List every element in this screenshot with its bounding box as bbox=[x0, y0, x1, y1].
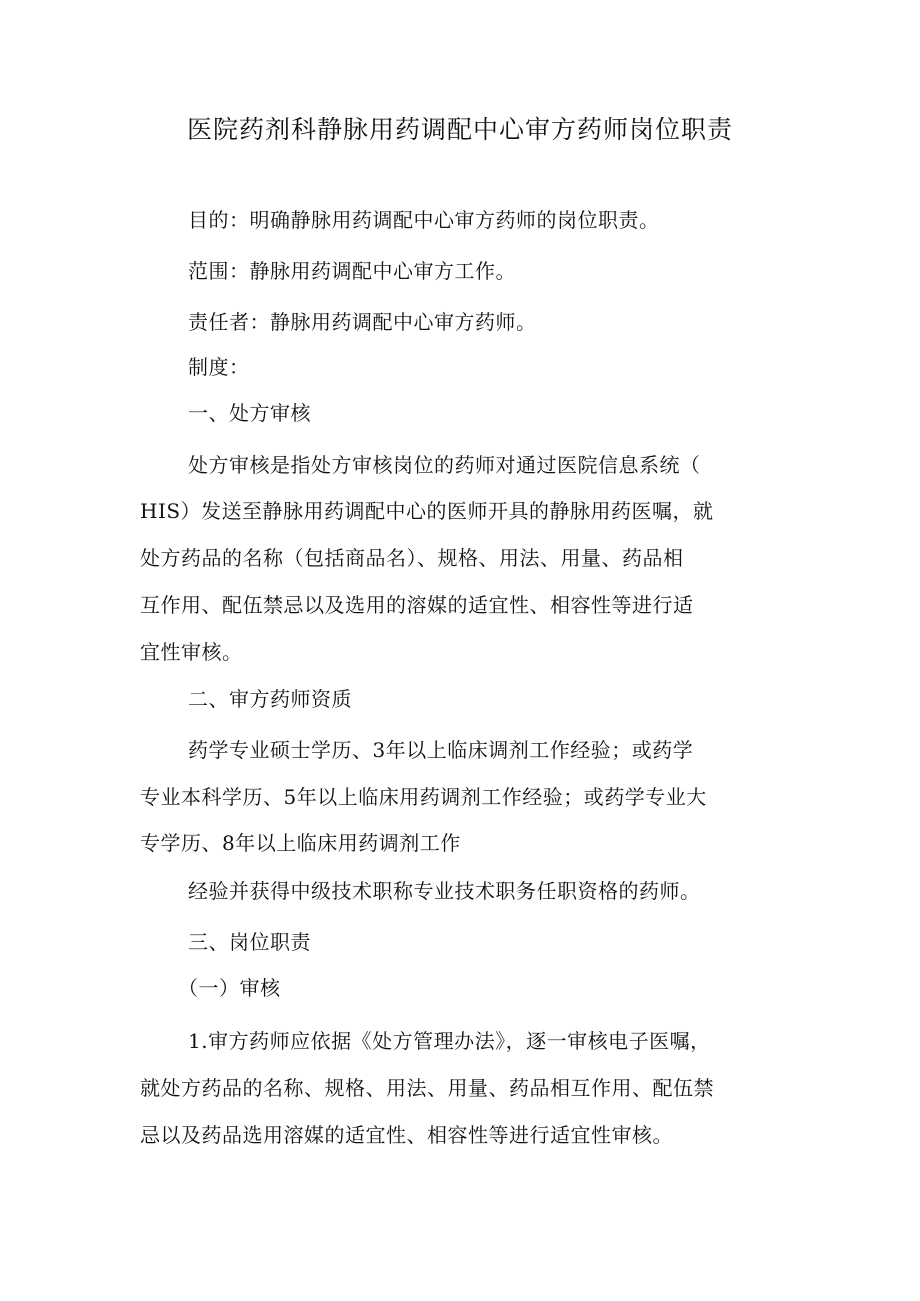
section1-line: 处方药品的名称（包括商品名）、规格、用法、用量、药品相 bbox=[140, 546, 684, 570]
section3-heading: 三、岗位职责 bbox=[188, 930, 311, 954]
responsible-line: 责任者：静脉用药调配中心审方药师。 bbox=[188, 310, 537, 334]
section2-line: 专学历、8年以上临床用药调剂工作 bbox=[140, 831, 461, 855]
section2-line: 经验并获得中级技术职称专业技术职务任职资格的药师。 bbox=[188, 879, 701, 903]
section2-line: 药学专业硕士学历、3年以上临床调剂工作经验；或药学 bbox=[188, 738, 694, 762]
section2-heading: 二、审方药师资质 bbox=[188, 687, 352, 711]
section1-line: 互作用、配伍禁忌以及选用的溶媒的适宜性、相容性等进行适 bbox=[140, 593, 694, 617]
section1-line: 处方审核是指处方审核岗位的药师对通过医院信息系统（ bbox=[188, 453, 701, 477]
section1-line: 宜性审核。 bbox=[140, 640, 243, 664]
section1-line: HIS）发送至静脉用药调配中心的医师开具的静脉用药医嘱，就 bbox=[140, 499, 714, 523]
section3-subheading: （一）审核 bbox=[178, 976, 281, 1000]
section3-line: 1.审方药师应依据《处方管理办法》，逐一审核电子医嘱， bbox=[188, 1029, 711, 1053]
section3-line: 忌以及药品选用溶媒的适宜性、相容性等进行适宜性审核。 bbox=[140, 1123, 673, 1147]
section3-line: 就处方药品的名称、规格、用法、用量、药品相互作用、配伍禁 bbox=[140, 1076, 714, 1100]
section2-line: 专业本科学历、5年以上临床用药调剂工作经验；或药学专业大 bbox=[140, 785, 707, 809]
scope-line: 范围：静脉用药调配中心审方工作。 bbox=[188, 259, 516, 283]
section1-heading: 一、处方审核 bbox=[188, 401, 311, 425]
system-heading: 制度： bbox=[188, 355, 250, 379]
document-title: 医院药剂科静脉用药调配中心审方药师岗位职责 bbox=[186, 115, 733, 144]
purpose-line: 目的：明确静脉用药调配中心审方药师的岗位职责。 bbox=[188, 208, 660, 232]
